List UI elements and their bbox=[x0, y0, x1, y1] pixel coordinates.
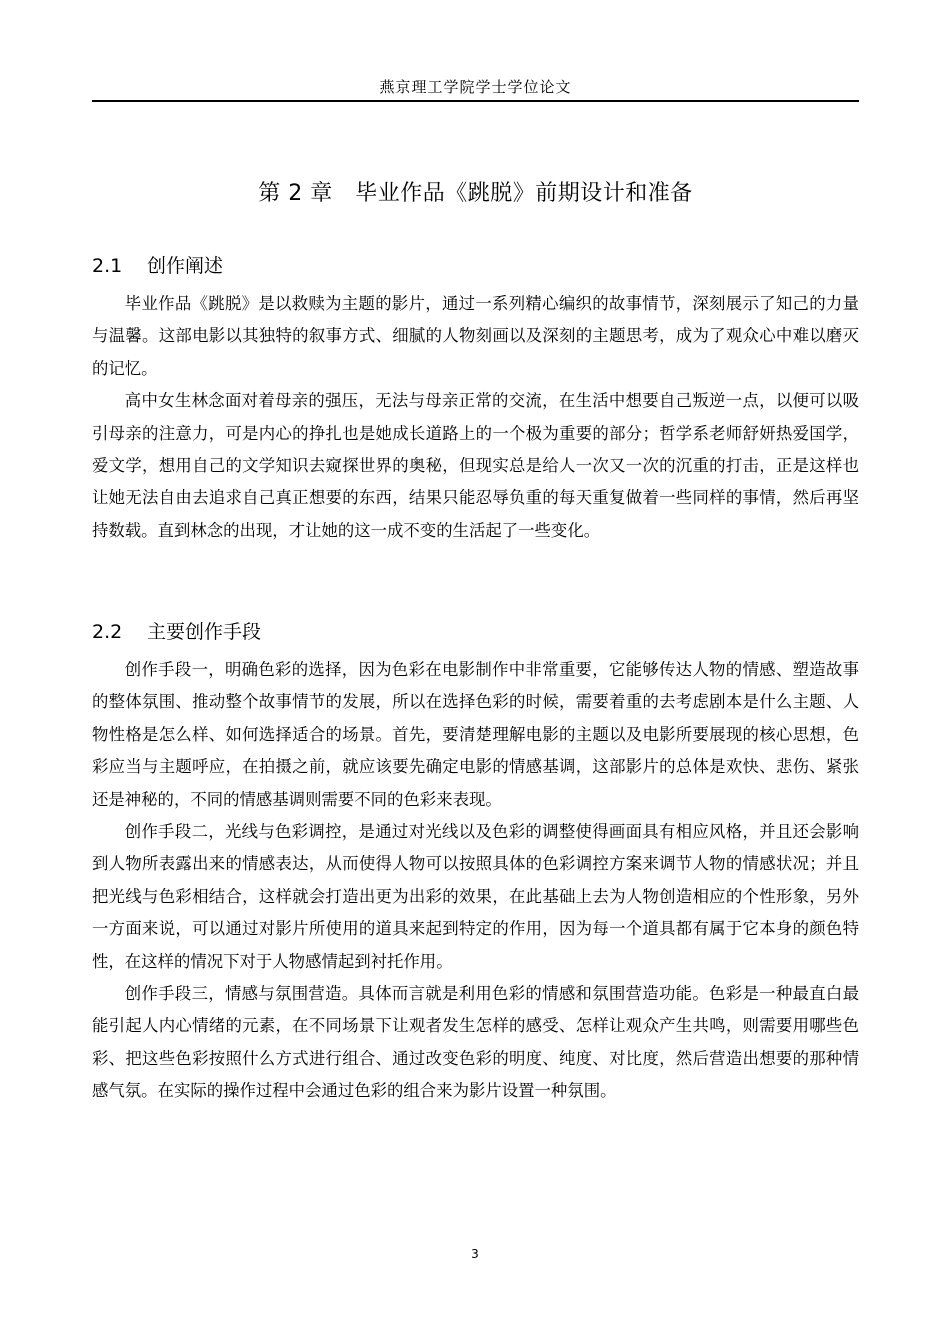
paragraph: 创作手段二，光线与色彩调控，是通过对光线以及色彩的调整使得画面具有相应风格，并且还会影响到人物所表露出来的情感表达，从而使得人物可以按照具体的色彩调控方案来调节人物的情感状况；并且把光线与色彩相结合，这样就会打造出更为出彩的效果，在此基础上去为人物创造相应的个性形象，另外一方面来说，可以通过对影片所使用的道具来起到特定的作用，因为每一个道具都有属于它本身的颜色特性，在这样的情况下对于人物感情起到衬托作用。 bbox=[92, 822, 859, 971]
paragraph: 创作手段一，明确色彩的选择，因为色彩在电影制作中非常重要，它能够传达人物的情感、塑造故事的整体氛围、推动整个故事情节的发展，所以在选择色彩的时候，需要着重的去考虑剧本是什么主题、人物性格是怎么样、如何选择适合的场景。首先，要清楚理解电影的主题以及电影所要展现的核心思想，色彩应当与主题呼应，在拍摄之前，就应该要先确定电影的情感基调，这部影片的总体是欢快、悲伤、紧张还是神秘的，不同的情感基调则需要不同的色彩来表现。 bbox=[92, 660, 859, 809]
header-rule bbox=[92, 100, 859, 102]
section-number: 2.2 bbox=[92, 621, 123, 643]
section-title: 主要创作手段 bbox=[147, 621, 262, 643]
section-body-2-1 bbox=[92, 288, 859, 547]
section-heading-2-1 bbox=[92, 252, 223, 280]
page-number: 3 bbox=[471, 1247, 479, 1261]
section-body-2-2 bbox=[92, 654, 859, 1108]
paragraph: 毕业作品《跳脱》是以救赎为主题的影片，通过一系列精心编织的故事情节，深刻展示了知己的力量与温馨。这部电影以其独特的叙事方式、细腻的人物刻画以及深刻的主题思考，成为了观众心中难以磨灭的记忆。 bbox=[92, 294, 859, 378]
paragraph: 高中女生林念面对着母亲的强压，无法与母亲正常的交流，在生活中想要自己叛逆一点，以便可以吸引母亲的注意力，可是内心的挣扎也是她成长道路上的一个极为重要的部分；哲学系老师舒妍热爱国学，爱文学，想用自己的文学知识去窥探世界的奥秘，但现实总是给人一次又一次的沉重的打击，正是这样也让她无法自由去追求自己真正想要的东西，结果只能忍辱负重的每天重复做着一些同样的事情，然后再坚持数载。直到林念的出现，才让她的这一成不变的生活起了一些变化。 bbox=[92, 391, 859, 540]
page-header: 燕京理工学院学士学位论文 bbox=[379, 78, 572, 96]
section-heading-2-2 bbox=[92, 618, 261, 646]
section-number: 2.1 bbox=[92, 255, 123, 277]
paragraph: 创作手段三，情感与氛围营造。具体而言就是利用色彩的情感和氛围营造功能。色彩是一种最直白最能引起人内心情绪的元素，在不同场景下让观者发生怎样的感受、怎样让观众产生共鸣，则需要用哪些色彩、把这些色彩按照什么方式进行组合、通过改变色彩的明度、纯度、对比度，然后营造出想要的那种情感气氛。在实际的操作过程中会通过色彩的组合来为影片设置一种氛围。 bbox=[92, 984, 859, 1101]
section-title: 创作阐述 bbox=[147, 255, 224, 277]
chapter-title: 第 2 章 毕业作品《跳脱》前期设计和准备 bbox=[258, 181, 693, 206]
